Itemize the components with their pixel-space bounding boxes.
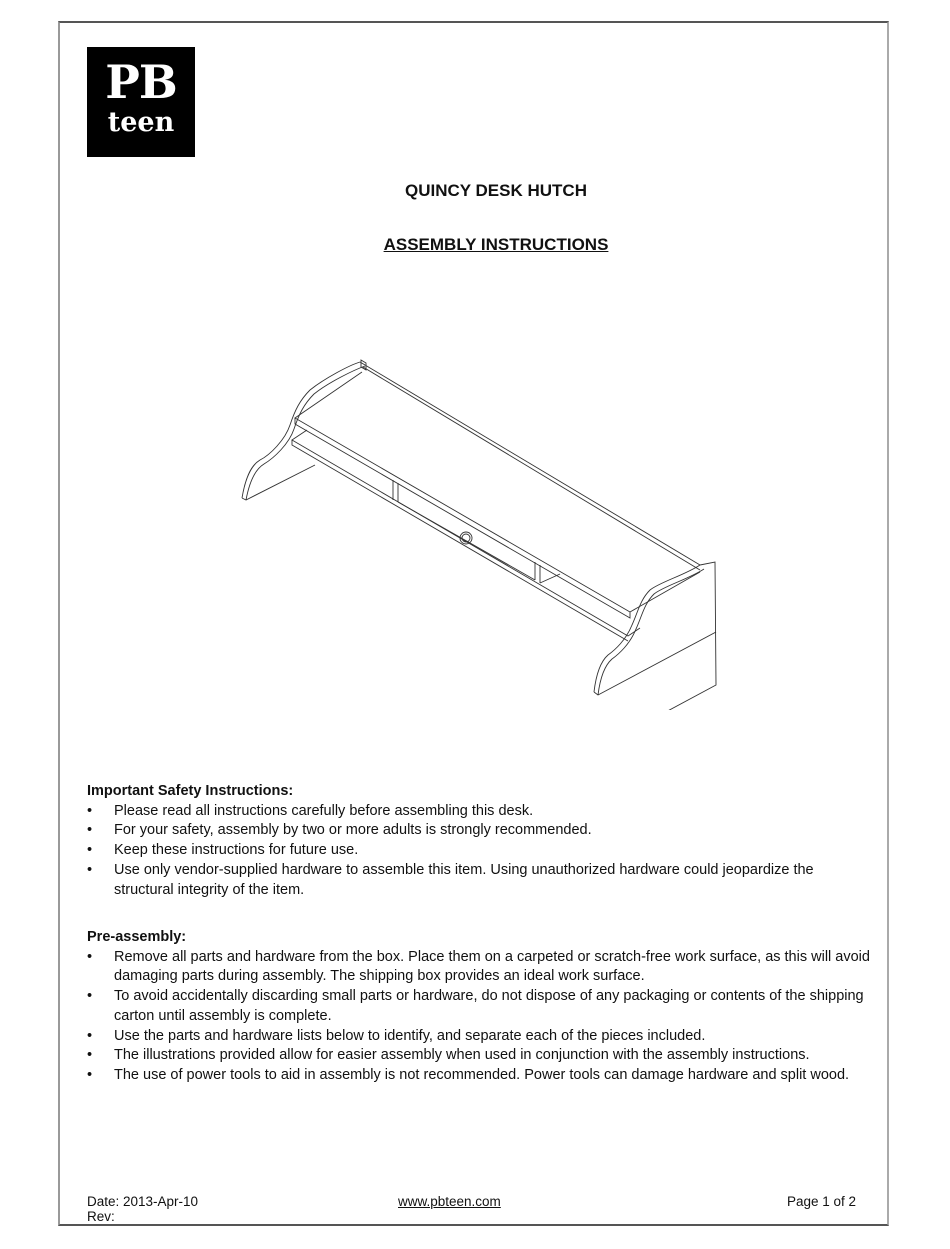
list-item: • Use only vendor-supplied hardware to assemble this item. Using unauthorized hardware could jeopardize the structural integrity of the item. [87, 861, 877, 900]
footer-date-rev [87, 1194, 198, 1224]
pre-assembly-list [87, 948, 877, 1086]
product-title: QUINCY DESK HUTCH [405, 181, 587, 200]
pre-assembly-instructions [87, 928, 877, 1086]
pre-assembly-heading: Pre-assembly: [87, 929, 187, 945]
footer-date: Date: 2013-Apr-10 [87, 1194, 199, 1209]
list-item: • To avoid accidentally discarding small parts or hardware, do not dispose of any packaging or contents of the shipping carton until assembly is complete. [87, 987, 877, 1026]
safety-instructions [87, 782, 877, 900]
list-item: • Keep these instructions for future use. [87, 841, 877, 861]
pbteen-logo [87, 47, 195, 157]
list-item: • The illustrations provided allow for easier assembly when used in conjunction with the assembly instructions. [87, 1046, 877, 1066]
list-item: • Please read all instructions carefully before assembling this desk. [87, 802, 877, 822]
logo-text-teen: teen [107, 107, 175, 138]
footer-website-link[interactable]: www.pbteen.com [398, 1194, 501, 1209]
list-item: • Remove all parts and hardware from the box. Place them on a carpeted or scratch-free work surface, as this will avoid damaging parts during assembly. The shipping box provides an ideal work surface. [87, 948, 877, 987]
list-item: • The use of power tools to aid in assembly is not recommended. Power tools can damage hardware and split wood. [87, 1066, 877, 1086]
list-item: • For your safety, assembly by two or more adults is strongly recommended. [87, 821, 877, 841]
safety-heading: Important Safety Instructions: [87, 783, 294, 799]
logo-text-pb: PB [105, 55, 177, 109]
list-item: • Use the parts and hardware lists below to identify, and separate each of the pieces included. [87, 1027, 877, 1047]
safety-list [87, 802, 877, 901]
footer-rev: Rev: [87, 1209, 115, 1224]
document-title: ASSEMBLY INSTRUCTIONS [383, 235, 609, 254]
footer-page-number: Page 1 of 2 [787, 1194, 857, 1209]
desk-hutch-illustration [230, 350, 730, 710]
